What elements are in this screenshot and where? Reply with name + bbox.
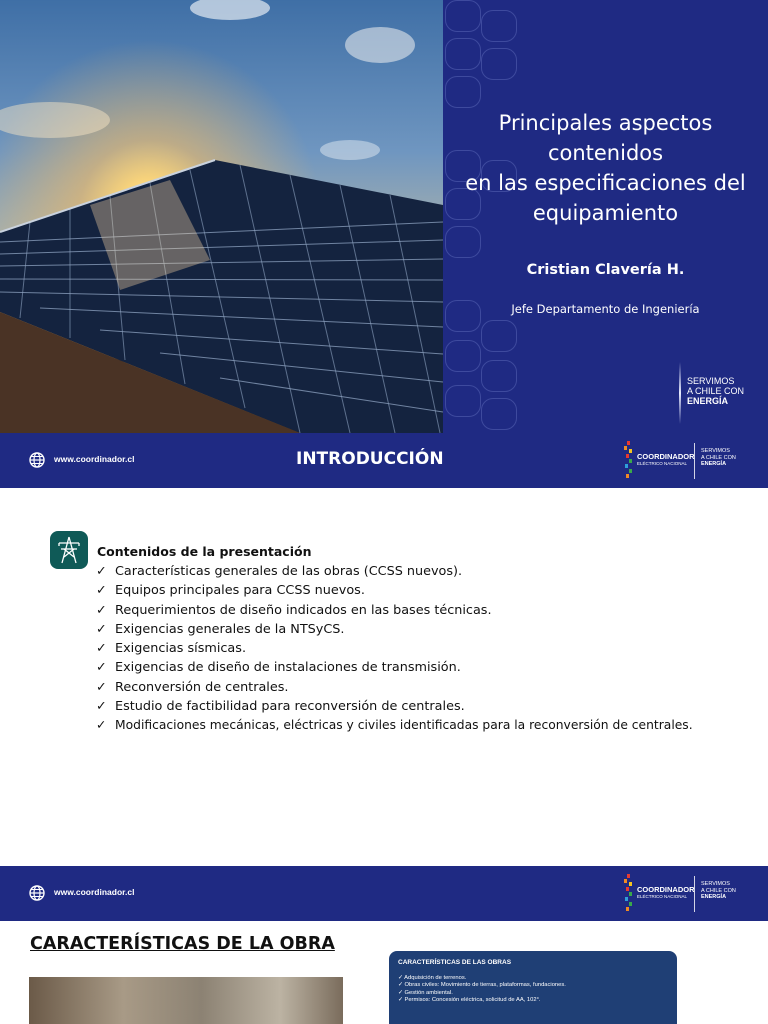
logo-mark-icon	[624, 874, 634, 914]
title-line: contenidos	[547, 141, 664, 165]
title-line: Principales aspectos	[498, 111, 713, 135]
obras-summary-card	[389, 951, 677, 1024]
logo-slogan	[701, 881, 736, 901]
logo-subtitle: ELÉCTRICO NACIONAL	[637, 894, 688, 899]
logo-divider	[694, 876, 695, 912]
list-item	[96, 716, 693, 735]
slide-heading: CARACTERÍSTICAS DE LA OBRA	[30, 934, 335, 954]
logo-divider	[694, 443, 695, 479]
globe-icon	[29, 885, 45, 901]
card-item-text: Obras civiles: Movimiento de tierras, plataformas, fundaciones.	[404, 982, 566, 989]
website-link[interactable]: www.coordinador.cl	[54, 454, 135, 464]
construction-site-photo	[29, 977, 343, 1024]
checkmark-icon: ✓	[96, 699, 107, 715]
card-list	[398, 975, 566, 1005]
list-item-text: Características generales de las obras (CCSS nuevos).	[115, 564, 463, 579]
logo-slogan-line: A CHILE CON	[701, 887, 736, 894]
slogan-divider	[679, 362, 681, 424]
coordinador-logo	[624, 439, 744, 483]
checkmark-icon: ✓	[398, 982, 405, 989]
card-item-text: Adquisición de terrenos.	[404, 975, 467, 981]
logo-slogan-line: A CHILE CON	[701, 454, 736, 461]
card-list-item	[398, 997, 566, 1004]
checkmark-icon: ✓	[96, 583, 107, 599]
logo-slogan-line: ENERGÍA	[701, 461, 727, 467]
checkmark-icon: ✓	[96, 641, 107, 657]
list-item	[96, 562, 693, 581]
checkmark-icon: ✓	[398, 975, 405, 981]
title-line: en las especificaciones del	[465, 171, 746, 195]
list-item-text: Exigencias de diseño de instalaciones de transmisión.	[115, 660, 461, 676]
card-list-item	[398, 990, 566, 997]
logo-slogan-line: ENERGÍA	[701, 894, 727, 900]
list-item	[96, 678, 693, 697]
list-item-text: Exigencias generales de la NTSyCS.	[115, 621, 345, 637]
logo-name: COORDINADOR	[637, 885, 695, 894]
website-link[interactable]: www.coordinador.cl	[54, 887, 135, 897]
card-list-item	[398, 975, 566, 982]
presenter-name: Cristian Clavería H.	[526, 262, 685, 278]
card-list-item	[398, 982, 566, 989]
section-title: INTRODUCCIÓN	[296, 449, 444, 469]
introduccion-slide	[0, 488, 768, 866]
content-list	[96, 562, 693, 736]
list-item-text: Modificaciones mecánicas, eléctricas y civiles identificadas para la reconversión de centrales.	[115, 718, 693, 733]
card-title: CARACTERÍSTICAS DE LAS OBRAS	[398, 959, 512, 966]
list-item	[96, 639, 693, 658]
list-item-text: Exigencias sísmicas.	[115, 641, 247, 657]
list-item-text: Estudio de factibilidad para reconversión de centrales.	[115, 699, 465, 715]
logo-subtitle: ELÉCTRICO NACIONAL	[637, 461, 688, 466]
checkmark-icon: ✓	[96, 621, 107, 637]
slogan-line: A CHILE CON	[687, 386, 745, 396]
checkmark-icon: ✓	[96, 602, 107, 618]
content-heading: Contenidos de la presentación	[97, 544, 312, 559]
presenter-role: Jefe Departamento de Ingeniería	[511, 302, 700, 316]
list-item-text: Equipos principales para CCSS nuevos.	[115, 583, 365, 599]
list-item	[96, 697, 693, 716]
checkmark-icon: ✓	[398, 997, 405, 1004]
checkmark-icon: ✓	[96, 679, 107, 695]
list-item	[96, 658, 693, 677]
logo-slogan-line: SERVIMOS	[701, 448, 730, 454]
list-item	[96, 601, 693, 620]
card-item-text: Permisos: Concesión eléctrica, solicitud de AA, 102°.	[404, 997, 541, 1004]
title-line: equipamiento	[532, 201, 679, 225]
checkmark-icon: ✓	[96, 718, 107, 733]
globe-icon	[29, 452, 45, 468]
checkmark-icon: ✓	[398, 989, 405, 996]
slogan-line: ENERGÍA	[687, 396, 729, 406]
logo-name: COORDINADOR	[637, 452, 695, 461]
presentation-title	[443, 108, 768, 228]
checkmark-icon: ✓	[96, 660, 107, 676]
list-item	[96, 620, 693, 639]
header-bar-caracteristicas	[0, 866, 768, 921]
slogan-line: SERVIMOS	[687, 376, 735, 386]
cover-slide	[0, 0, 768, 433]
list-item-text: Reconversión de centrales.	[115, 679, 289, 695]
checkmark-icon: ✓	[96, 564, 107, 579]
transmission-tower-icon	[50, 531, 88, 569]
logo-slogan	[701, 448, 736, 468]
slogan	[687, 376, 744, 406]
solar-panels-photo	[0, 0, 443, 433]
logo-slogan-line: SERVIMOS	[701, 881, 730, 887]
coordinador-logo	[624, 872, 744, 916]
logo-mark-icon	[624, 441, 634, 481]
list-item-text: Requerimientos de diseño indicados en las bases técnicas.	[115, 602, 492, 618]
caracteristicas-slide	[0, 921, 768, 1024]
card-item-text: Gestión ambiental.	[404, 989, 453, 996]
header-bar-introduccion	[0, 433, 768, 488]
title-panel	[443, 0, 768, 433]
list-item	[96, 581, 693, 600]
